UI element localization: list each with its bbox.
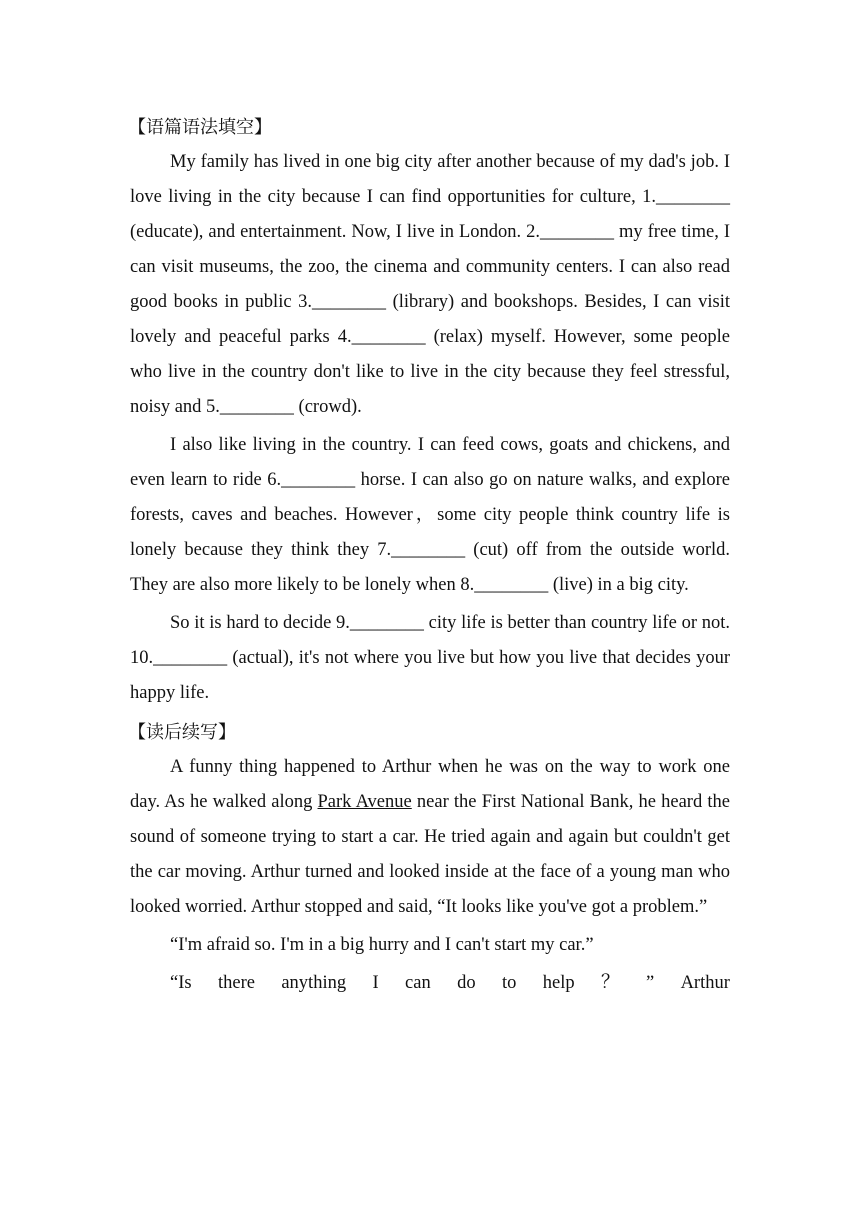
word: I xyxy=(372,973,379,993)
paragraph xyxy=(130,750,730,925)
paragraph-last-line xyxy=(130,966,730,1001)
word: do xyxy=(457,973,476,993)
underlined-place-name: Park Avenue xyxy=(317,792,412,812)
paragraph-text: near the First National Bank, he heard the sound of someone trying to start a car. He tried again and again but couldn't get the car moving. Arthur turned and looked inside at the face of a young man who looked worried. Arthur stopped and said, “It looks like you've got a problem.” xyxy=(130,792,730,917)
section-continuation-writing xyxy=(130,715,730,1001)
paragraph-text: A funny thing happened to Arthur when he was on the way to work one day. As he walked along xyxy=(130,757,730,812)
word: help xyxy=(542,973,575,993)
section-heading: 【读后续写】 xyxy=(128,722,236,742)
paragraph: I also like living in the country. I can feed cows, goats and chickens, and even learn to ride 6.________ horse. I can also go on nature walks, and explore forests, caves and beaches. However，some city people think country life is lonely because they think they 7.________ (cut) off from the outside world. They are also more likely to be lonely when 8.________ (live) in a big city. xyxy=(130,435,730,595)
document-page xyxy=(130,110,730,1001)
word: to xyxy=(502,973,517,993)
paragraph: So it is hard to decide 9.________ city life is better than country life or not. 10.________ (actual), it's not where you live but how you live that decides your happy life. xyxy=(130,613,730,703)
section-heading: 【语篇语法填空】 xyxy=(128,117,272,137)
paragraph: “I'm afraid so. I'm in a big hurry and I can't start my car.” xyxy=(170,935,594,955)
paragraph: My family has lived in one big city after another because of my dad's job. I love living in the city because I can find opportunities for culture, 1.________ (educate), and entertainment. Now, I live in London. 2.________ my free time, I can visit museums, the zoo, the cinema and community centers. I can also read good books in public 3.________ (library) and bookshops. Besides, I can visit lovely and peaceful parks 4.________ (relax) myself. However, some people who live in the country don't like to live in the city because they feel stressful, noisy and 5.________ (crowd). xyxy=(130,152,730,417)
word: ” xyxy=(645,973,655,993)
section-grammar-fill xyxy=(130,110,730,711)
word: anything xyxy=(281,973,347,993)
word: there xyxy=(217,973,255,993)
word: “Is xyxy=(170,973,192,993)
word: ？ xyxy=(601,973,620,993)
word: Arthur xyxy=(680,973,730,993)
word: can xyxy=(405,973,431,993)
